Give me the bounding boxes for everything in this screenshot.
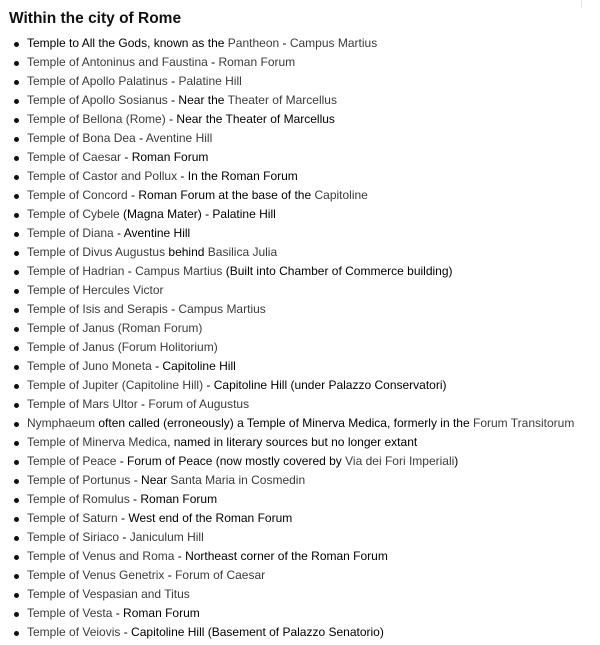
item-link[interactable]: Temple of Bona Dea — [27, 131, 136, 145]
item-link[interactable]: Temple of Divus Augustus — [27, 245, 166, 259]
bullet-icon — [14, 441, 19, 446]
item-text: - Near the — [167, 93, 228, 107]
item-link[interactable]: Temple of Vesta — [27, 606, 113, 620]
item-link[interactable]: Temple of Diana — [27, 226, 114, 240]
item-text: - West end of the Roman Forum — [117, 511, 293, 525]
bullet-icon — [14, 289, 19, 294]
item-text: - — [119, 530, 130, 544]
item-text: - — [167, 74, 179, 88]
bullet-icon — [14, 365, 19, 370]
list-item — [13, 34, 598, 53]
item-text: - Capitoline Hill (under Palazzo Conservatori) — [203, 378, 447, 392]
list-item — [13, 547, 598, 566]
item-link[interactable]: Temple of Portunus — [27, 473, 131, 487]
item-text: - — [167, 302, 179, 316]
bullet-icon — [14, 346, 19, 351]
bullet-icon — [14, 631, 19, 636]
item-link[interactable]: Temple of Romulus — [27, 492, 130, 506]
item-text: - Capitoline Hill — [151, 359, 236, 373]
bullet-icon — [14, 61, 19, 66]
item-link[interactable]: Santa Maria in Cosmedin — [170, 473, 306, 487]
bullet-icon — [14, 232, 19, 237]
list-item — [13, 53, 598, 72]
item-link[interactable]: Forum of Augustus — [148, 397, 250, 411]
list-item — [13, 167, 598, 186]
bullet-icon — [14, 498, 19, 503]
list-item — [13, 585, 598, 604]
bullet-icon — [14, 118, 19, 123]
list-item — [13, 623, 598, 642]
list-item — [13, 528, 598, 547]
bullet-icon — [14, 479, 19, 484]
item-text: - — [279, 36, 290, 50]
item-link[interactable]: Temple of Jupiter (Capitoline Hill) — [27, 378, 204, 392]
item-text: behind — [165, 245, 208, 259]
list-item — [13, 300, 598, 319]
item-link[interactable]: Temple of Apollo Sosianus — [27, 93, 168, 107]
list-item — [13, 243, 598, 262]
item-link[interactable]: Temple of Apollo Palatinus — [27, 74, 168, 88]
list-item — [13, 224, 598, 243]
item-link[interactable]: Temple of Caesar — [27, 150, 122, 164]
bullet-icon — [14, 156, 19, 161]
item-text: - Roman Forum at the base of the — [127, 188, 315, 202]
item-link[interactable]: Temple of Antoninus and Faustina — [27, 55, 208, 69]
item-text: - — [137, 397, 149, 411]
divider — [581, 0, 582, 8]
item-link[interactable]: Aventine Hill — [145, 131, 213, 145]
item-link[interactable]: Temple of Cybele — [27, 207, 120, 221]
item-link[interactable]: Temple of Concord — [27, 188, 128, 202]
item-link[interactable]: Temple of Castor and Pollux — [27, 169, 178, 183]
list-item — [13, 338, 598, 357]
bullet-icon — [14, 593, 19, 598]
item-link[interactable]: Palatine Hill — [178, 74, 242, 88]
item-link[interactable]: Forum Transitorum — [472, 416, 575, 430]
item-link[interactable]: Temple of Peace — [27, 454, 117, 468]
item-link[interactable]: Theater of Marcellus — [227, 93, 337, 107]
list-item — [13, 471, 598, 490]
item-link[interactable]: Temple of Isis and Serapis — [27, 302, 168, 316]
bullet-icon — [14, 42, 19, 47]
item-text: (Magna Mater) - Palatine Hill — [119, 207, 276, 221]
bullet-icon — [14, 99, 19, 104]
item-link[interactable]: Temple of Venus and Roma — [27, 549, 175, 563]
item-link[interactable]: Janiculum Hill — [129, 530, 204, 544]
item-text: (Built into Chamber of Commerce building) — [222, 264, 453, 278]
list-item — [13, 509, 598, 528]
bullet-icon — [14, 327, 19, 332]
list-item — [13, 376, 598, 395]
item-text: - Aventine Hill — [113, 226, 191, 240]
item-link[interactable]: Temple of Vespasian and Titus — [27, 587, 190, 601]
bullet-icon — [14, 270, 19, 275]
temple-list — [13, 34, 598, 642]
bullet-icon — [14, 384, 19, 389]
item-text: - Capitoline Hill (Basement of Palazzo Senatorio) — [120, 625, 384, 639]
section-heading: Within the city of Rome — [9, 10, 182, 27]
list-item — [13, 395, 598, 414]
item-link[interactable]: Temple of Veiovis — [27, 625, 121, 639]
list-item — [13, 186, 598, 205]
item-link[interactable]: Campus Martius — [289, 36, 378, 50]
item-link[interactable]: Temple of Janus (Forum Holitorium) — [27, 340, 218, 354]
list-item — [13, 452, 598, 471]
list-item — [13, 433, 598, 452]
bullet-icon — [14, 175, 19, 180]
item-link[interactable]: Temple of Siriaco — [27, 530, 120, 544]
item-text: - — [124, 264, 136, 278]
bullet-icon — [14, 536, 19, 541]
item-text: - — [135, 131, 146, 145]
item-text: ) — [454, 454, 459, 468]
bullet-icon — [14, 213, 19, 218]
item-link[interactable]: Temple of Venus Genetrix — [27, 568, 165, 582]
list-item — [13, 604, 598, 623]
item-text: - — [207, 55, 219, 69]
item-text: - Northeast corner of the Roman Forum — [174, 549, 388, 563]
list-item — [13, 319, 598, 338]
list-item — [13, 262, 598, 281]
bullet-icon — [14, 251, 19, 256]
item-text: - Roman Forum — [112, 606, 200, 620]
bullet-icon — [14, 194, 19, 199]
list-item — [13, 129, 598, 148]
item-link[interactable]: Nymphaeum — [27, 416, 96, 430]
item-link[interactable]: Temple of Minerva Medica — [27, 435, 168, 449]
bullet-icon — [14, 137, 19, 142]
item-text: - Forum of Peace (now mostly covered by — [116, 454, 346, 468]
item-text: - — [164, 568, 176, 582]
item-link[interactable]: Campus Martius — [135, 264, 223, 278]
list-item — [13, 566, 598, 585]
list-item — [13, 148, 598, 167]
list-item — [13, 205, 598, 224]
bullet-icon — [14, 308, 19, 313]
item-link[interactable]: Campus Martius — [178, 302, 266, 316]
item-text: often called (erroneously) a Temple of Minerva Medica, formerly in the — [95, 416, 473, 430]
item-link[interactable]: Temple of Bellona (Rome) — [27, 112, 166, 126]
item-text: - Near the Theater of Marcellus — [165, 112, 335, 126]
item-link[interactable]: Temple of Juno Moneta — [27, 359, 152, 373]
item-link[interactable]: Capitoline — [314, 188, 368, 202]
bullet-icon — [14, 403, 19, 408]
list-item — [13, 72, 598, 91]
item-link[interactable]: Basilica Julia — [207, 245, 278, 259]
item-link[interactable]: Via dei Fori Imperiali — [345, 454, 455, 468]
item-link[interactable]: Temple of Mars Ultor — [27, 397, 138, 411]
item-text: - Near — [130, 473, 171, 487]
item-link[interactable]: Temple of Saturn — [27, 511, 118, 525]
bullet-icon — [14, 517, 19, 522]
item-link[interactable]: Forum of Caesar — [175, 568, 266, 582]
item-text: Temple to All the Gods, known as the — [27, 36, 228, 50]
item-link[interactable]: Temple of Hadrian — [27, 264, 125, 278]
list-item — [13, 414, 598, 433]
item-link[interactable]: Roman Forum — [218, 55, 296, 69]
item-link[interactable]: Pantheon — [227, 36, 280, 50]
bullet-icon — [14, 460, 19, 465]
list-item — [13, 110, 598, 129]
item-text: - Roman Forum — [129, 492, 218, 506]
item-link[interactable]: Temple of Hercules Victor — [27, 283, 164, 297]
bullet-icon — [14, 574, 19, 579]
item-text: , named in literary sources but no longer extant — [167, 435, 418, 449]
list-item — [13, 281, 598, 300]
bullet-icon — [14, 422, 19, 427]
item-text: - Roman Forum — [121, 150, 209, 164]
bullet-icon — [14, 612, 19, 617]
bullet-icon — [14, 555, 19, 560]
list-item — [13, 91, 598, 110]
list-item — [13, 490, 598, 509]
item-link[interactable]: Temple of Janus (Roman Forum) — [27, 321, 203, 335]
item-text: - In the Roman Forum — [177, 169, 298, 183]
bullet-icon — [14, 80, 19, 85]
list-item — [13, 357, 598, 376]
